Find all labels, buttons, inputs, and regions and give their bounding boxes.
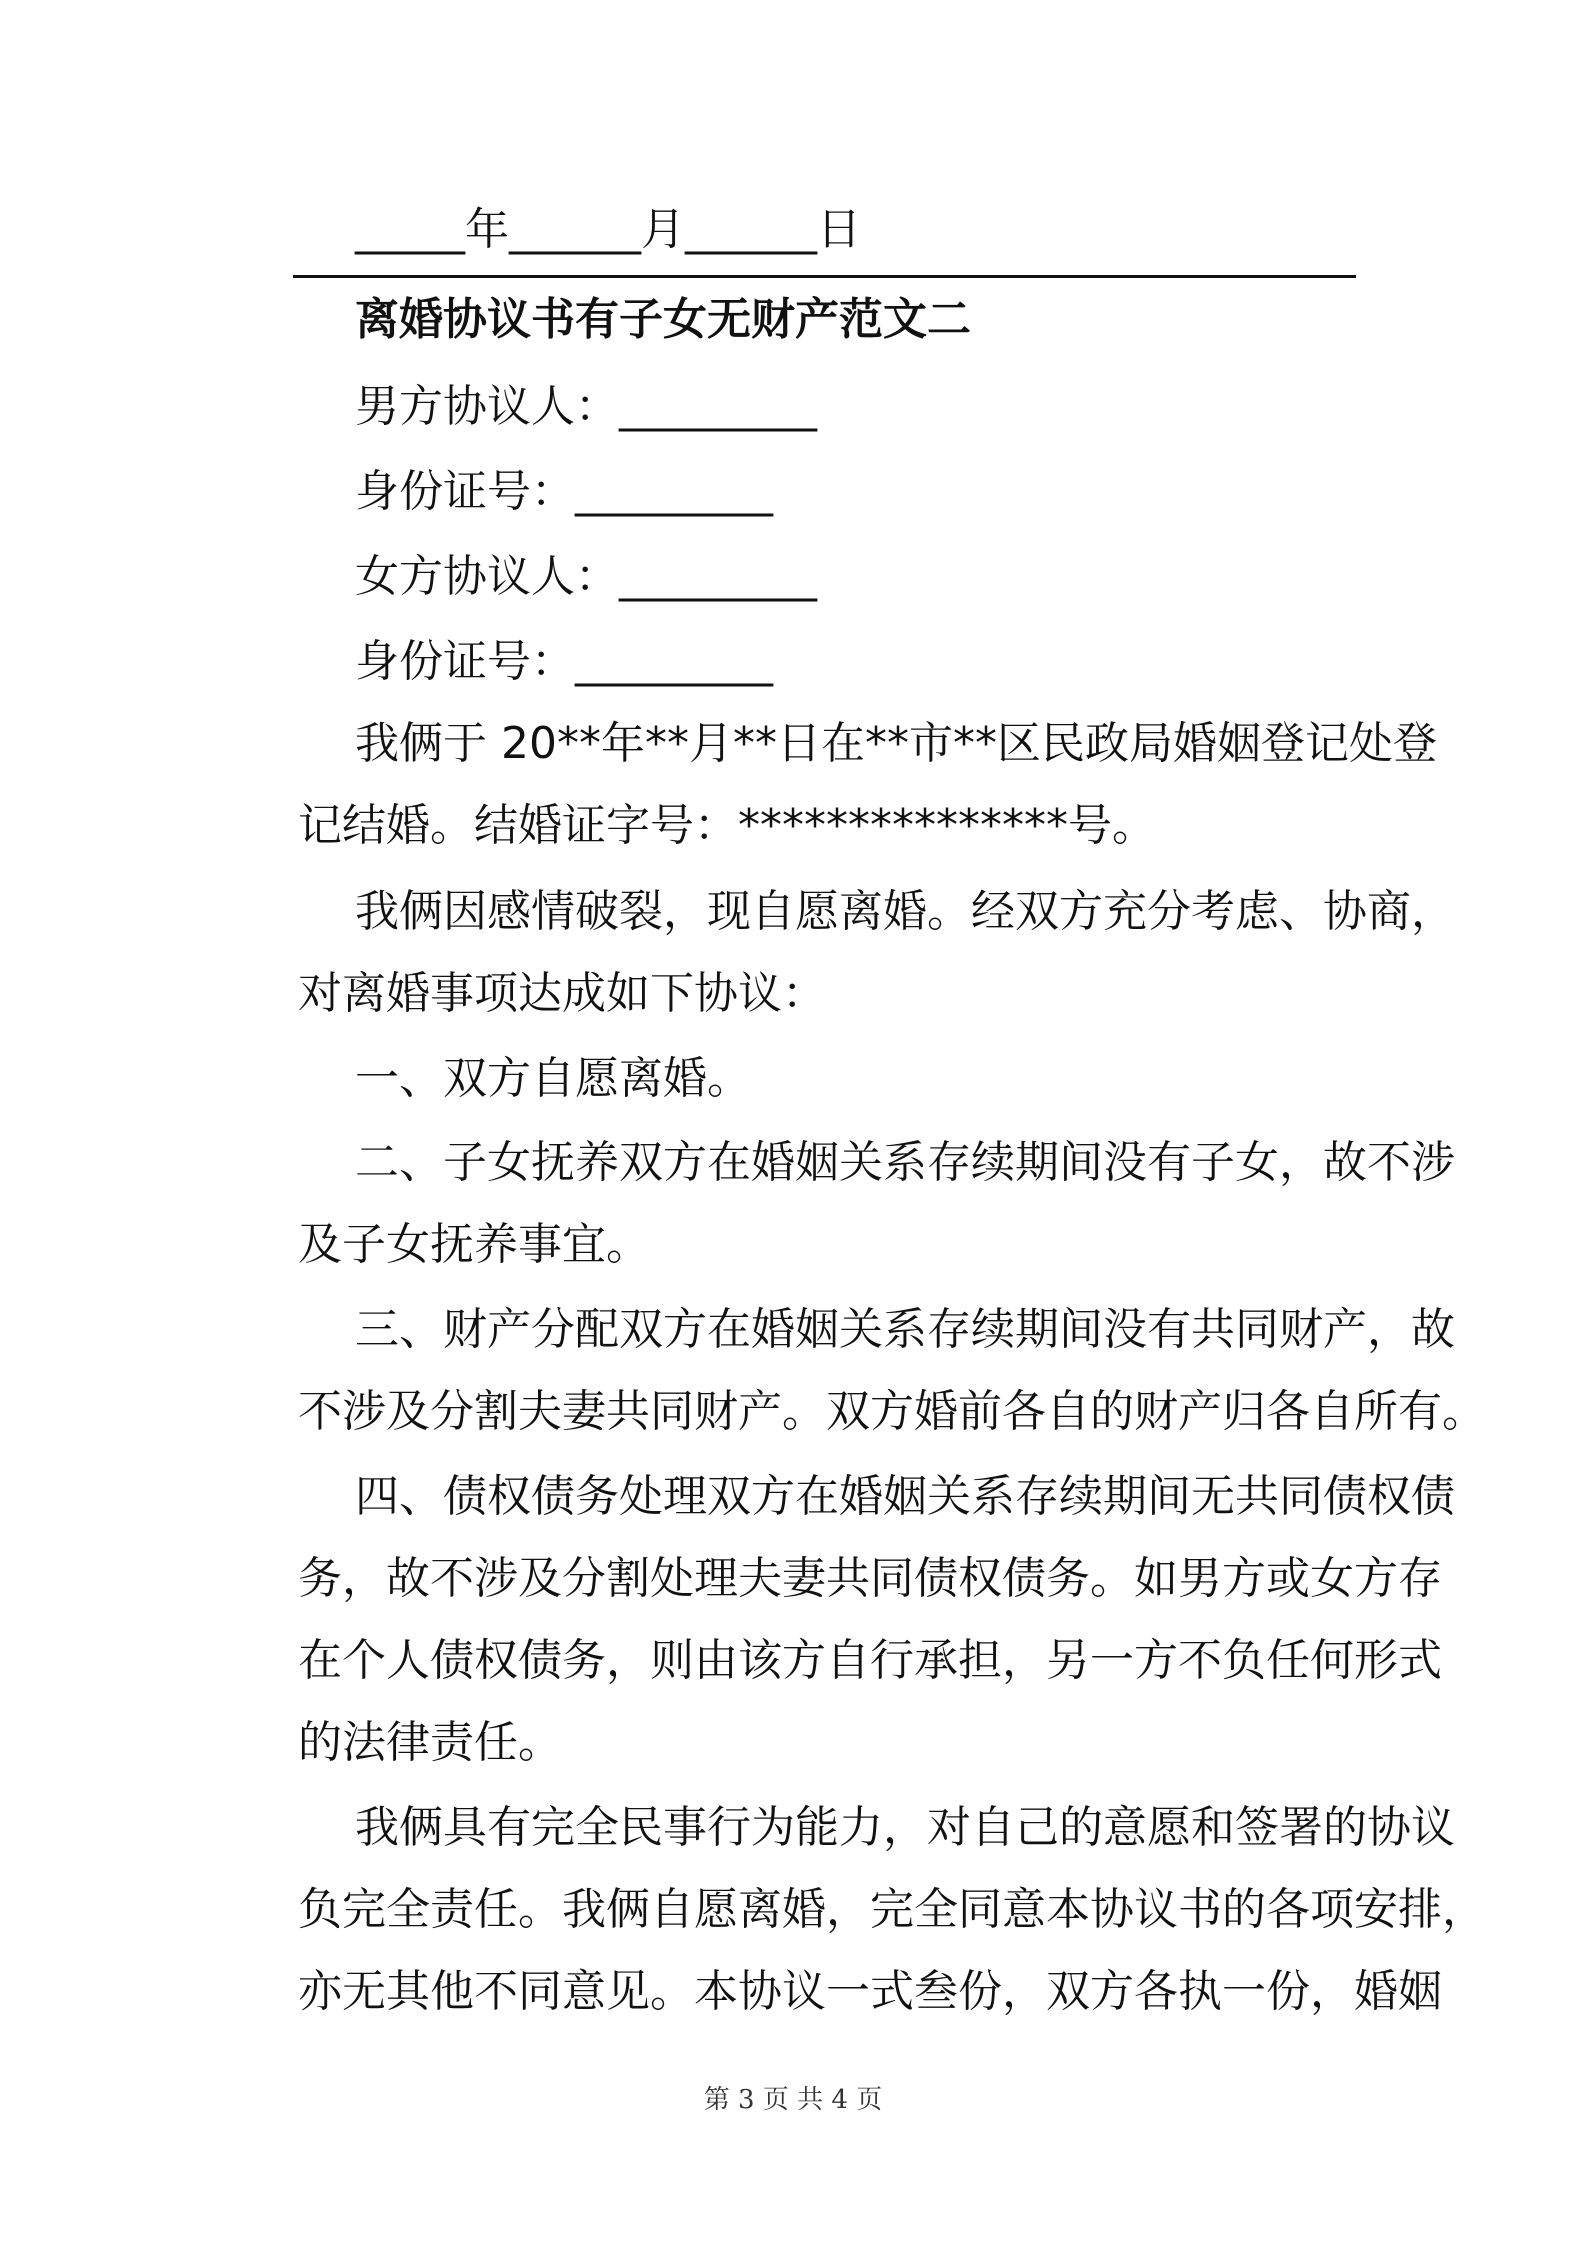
page-number-footer: 第 3 页 共 4 页 [703, 2085, 883, 2115]
paragraph-line: 四、债权债务处理双方在婚姻关系存续期间无共同债权债 [355, 1471, 1455, 1522]
paragraph-line: 不涉及分割夫妻共同财产。双方婚前各自的财产归各自所有。 [298, 1386, 1486, 1437]
section-divider [293, 275, 1356, 278]
date-line: _____年______月______日 [355, 204, 861, 255]
paragraph-line: 及子女抚养事宜。 [298, 1219, 650, 1270]
document-title: 离婚协议书有子女无财产范文二 [355, 294, 971, 345]
paragraph-line: 亦无其他不同意见。本协议一式叁份，双方各执一份，婚姻 [298, 1966, 1442, 2017]
paragraph-line: 三、财产分配双方在婚姻关系存续期间没有共同财产，故 [355, 1304, 1455, 1355]
paragraph-line: 我俩因感情破裂，现自愿离婚。经双方充分考虑、协商， [355, 886, 1455, 937]
paragraph-line: 记结婚。结婚证字号：***************号。 [298, 800, 1156, 851]
paragraph-line: 对离婚事项达成如下协议： [298, 968, 826, 1019]
paragraph-line: 负完全责任。我俩自愿离婚，完全同意本协议书的各项安排， [298, 1884, 1486, 1935]
paragraph-line: 的法律责任。 [298, 1717, 562, 1768]
female-id-line: 身份证号：_________ [355, 636, 773, 687]
paragraph-line: 务，故不涉及分割处理夫妻共同债权债务。如男方或女方存 [298, 1553, 1442, 1604]
paragraph-line: 在个人债权债务，则由该方自行承担，另一方不负任何形式 [298, 1635, 1442, 1686]
paragraph-line: 我俩具有完全民事行为能力，对自己的意愿和签署的协议 [355, 1802, 1455, 1853]
male-id-line: 身份证号：_________ [355, 466, 773, 517]
male-party-line: 男方协议人：_________ [355, 381, 817, 432]
paragraph-line: 一、双方自愿离婚。 [355, 1053, 751, 1104]
paragraph-line: 我俩于 20**年**月**日在**市**区民政局婚姻登记处登 [355, 718, 1437, 769]
female-party-line: 女方协议人：_________ [355, 551, 817, 602]
paragraph-line: 二、子女抚养双方在婚姻关系存续期间没有子女，故不涉 [355, 1137, 1455, 1188]
